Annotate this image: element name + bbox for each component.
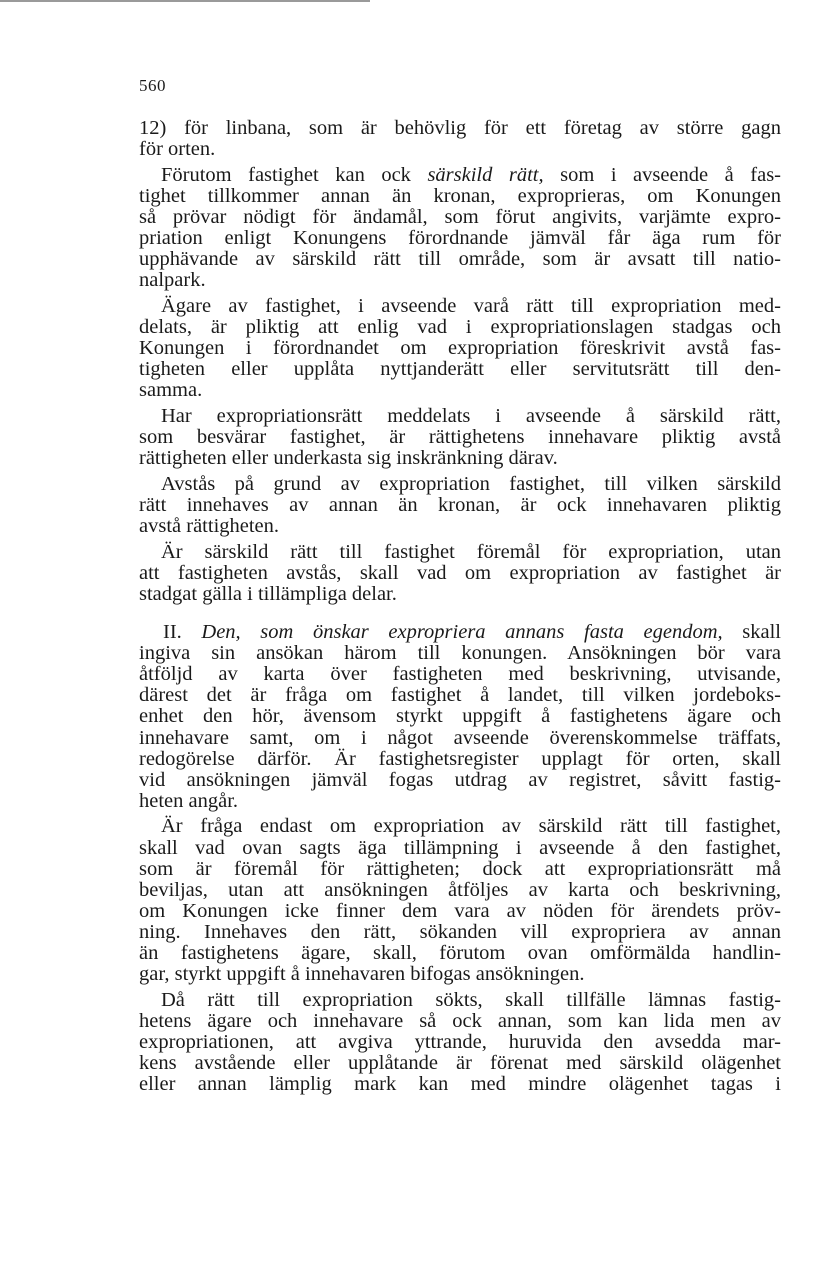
text-line: [139, 664, 781, 685]
text-run: ning. Innehaves den rätt, sökanden vill expropriera av annan: [139, 920, 781, 943]
text-run: heten angår.: [139, 789, 239, 812]
text-line: [139, 359, 781, 380]
text-run: hetens ägare och innehavare så ock annan, som kan lida men av: [139, 1009, 781, 1032]
text-run: som besvärar fastighet, är rättighetens innehavare pliktig avstå: [139, 426, 781, 449]
paragraph: [139, 296, 781, 401]
text-run: som i avseende å fas-: [543, 163, 782, 186]
text-line: [139, 338, 781, 359]
text-line: [139, 880, 781, 901]
text-line: [139, 1074, 781, 1095]
text-line: [139, 770, 781, 791]
text-line: [139, 584, 781, 605]
text-run: Är fråga endast om expropriation av särskild rätt till fastighet,: [161, 815, 781, 838]
text-run: än fastighetens ägare, skall, förutom ovan omförmälda handlin-: [139, 942, 781, 965]
text-run: stadgat gälla i tillämpliga delar.: [139, 582, 397, 605]
text-run: Avstås på grund av expropriation fastighet, till vilken särskild: [161, 472, 781, 495]
text-run: Är särskild rätt till fastighet föremål för expropriation, utan: [161, 540, 781, 563]
text-run: som är föremål för rättigheten; dock att expropriationsrätt må: [139, 857, 781, 880]
text-run: avstå rättigheten.: [139, 515, 280, 538]
text-line: [139, 296, 781, 317]
text-run: samma.: [139, 379, 203, 402]
paragraph: [139, 474, 781, 537]
text-line: [139, 427, 781, 448]
text-line: [139, 186, 781, 207]
text-run: rättigheten eller underkasta sig inskränkning därav.: [139, 447, 558, 470]
emphasis-text: Den, som önskar expropriera annans fasta egendom,: [201, 621, 723, 644]
text-run: så prövar nödigt för ändamål, som förut angivits, varjämte expro-: [139, 205, 781, 228]
text-run: att fastigheten avstås, skall vad om expropriation av fastighet är: [139, 561, 781, 584]
text-run: enhet den hör, ävensom styrkt uppgift å fastighetens ägare och: [139, 705, 781, 728]
text-line: [139, 706, 781, 727]
text-run: kens avstående eller upplåtande är förenat med särskild olägenhet: [139, 1052, 781, 1075]
text-line: [139, 990, 781, 1011]
text-run: expropriationen, att avgiva yttrande, huruvida den avsedda mar-: [139, 1031, 781, 1053]
text-line: [139, 791, 781, 812]
text-line: [139, 448, 781, 469]
text-run: nalpark.: [139, 269, 206, 292]
text-line: [139, 474, 781, 495]
text-line: [139, 516, 781, 537]
text-line: [139, 1011, 781, 1032]
paragraph: [139, 406, 781, 469]
paragraph: [139, 990, 781, 1095]
body-text: [139, 118, 781, 1100]
text-line: [139, 964, 781, 985]
text-run: beviljas, utan att ansökningen åtföljes av karta och beskrivning,: [139, 878, 781, 901]
text-line: [139, 1053, 781, 1074]
text-line: [139, 207, 781, 228]
text-line: [139, 943, 781, 964]
text-line: [139, 249, 781, 270]
text-run: Då rätt till expropriation sökts, skall tillfälle lämnas fastig-: [161, 988, 781, 1011]
text-line: [139, 380, 781, 401]
text-line: [139, 139, 781, 160]
text-line: [139, 749, 781, 770]
paragraph: [139, 165, 781, 292]
text-run: Förutom fastighet kan ock: [161, 163, 428, 186]
top-rule: [0, 0, 370, 2]
text-line: [139, 118, 781, 139]
text-line: [139, 1032, 781, 1053]
text-run: innehavare samt, om i något avseende överenskommelse träffats,: [139, 726, 781, 749]
text-line: [139, 922, 781, 943]
text-run: redogörelse därför. Är fastighetsregister upplagt för orten, skall: [139, 747, 781, 770]
text-line: [139, 270, 781, 291]
text-run: skall: [722, 621, 781, 644]
text-run: eller annan lämplig mark kan med mindre olägenhet tagas i: [139, 1073, 781, 1096]
text-run: för orten.: [139, 138, 216, 161]
text-line: [139, 901, 781, 922]
text-run: därest det är fråga om fastighet å landet, till vilken jordeboks-: [139, 684, 781, 707]
text-run: åtföljd av karta över fastigheten med beskrivning, utvisande,: [139, 663, 781, 686]
paragraph: [139, 542, 781, 605]
text-line: [139, 859, 781, 880]
text-run: II.: [163, 621, 202, 644]
text-line: [139, 685, 781, 706]
text-line: [139, 643, 781, 664]
text-line: [139, 495, 781, 516]
text-line: [139, 228, 781, 249]
text-line: [139, 816, 781, 837]
text-run: upphävande av särskild rätt till område, som är avsatt till natio-: [139, 248, 781, 271]
text-run: priation enligt Konungens förordnande jämväl får äga rum för: [139, 227, 781, 250]
text-line: [139, 165, 781, 186]
text-run: om Konungen icke finner dem vara av nöden för ärendets pröv-: [139, 899, 781, 922]
text-run: skall vad ovan sagts äga tillämpning i avseende å den fastighet,: [139, 836, 781, 859]
text-line: [139, 317, 781, 338]
text-run: Ägare av fastighet, i avseende varå rätt till expropriation med-: [161, 294, 781, 317]
text-line: [139, 406, 781, 427]
emphasis-text: särskild rätt,: [427, 163, 544, 186]
text-run: ingiva sin ansökan härom till konungen. Ansökningen bör vara: [139, 642, 781, 665]
text-run: gar, styrkt uppgift å innehavaren bifogas ansökningen.: [139, 963, 585, 986]
text-run: vid ansökningen jämväl fogas utdrag av registret, såvitt fastig-: [139, 768, 781, 791]
text-line: [139, 728, 781, 749]
text-run: delats, är pliktig att enlig vad i expropriationslagen stadgas och: [139, 316, 781, 339]
text-line: [139, 563, 781, 584]
paragraph: [139, 816, 781, 985]
text-run: tigheten eller upplåta nyttjanderätt eller servitutsrätt till den-: [139, 358, 781, 381]
page-number: 560: [139, 76, 166, 95]
paragraph: [139, 622, 781, 812]
paragraph: [139, 118, 781, 160]
text-run: rätt innehaves av annan än kronan, är ock innehavaren pliktig: [139, 493, 781, 516]
text-run: Konungen i förordnandet om expropriation föreskrivit avstå fas-: [139, 337, 781, 360]
text-line: [139, 542, 781, 563]
text-run: Har expropriationsrätt meddelats i avseende å särskild rätt,: [161, 405, 781, 427]
text-run: tighet tillkommer annan än kronan, exproprieras, om Konungen: [139, 184, 781, 207]
text-run: 12) för linbana, som är behövlig för ett företag av större gagn: [139, 117, 781, 139]
text-line: [139, 838, 781, 859]
text-line: [139, 622, 781, 643]
